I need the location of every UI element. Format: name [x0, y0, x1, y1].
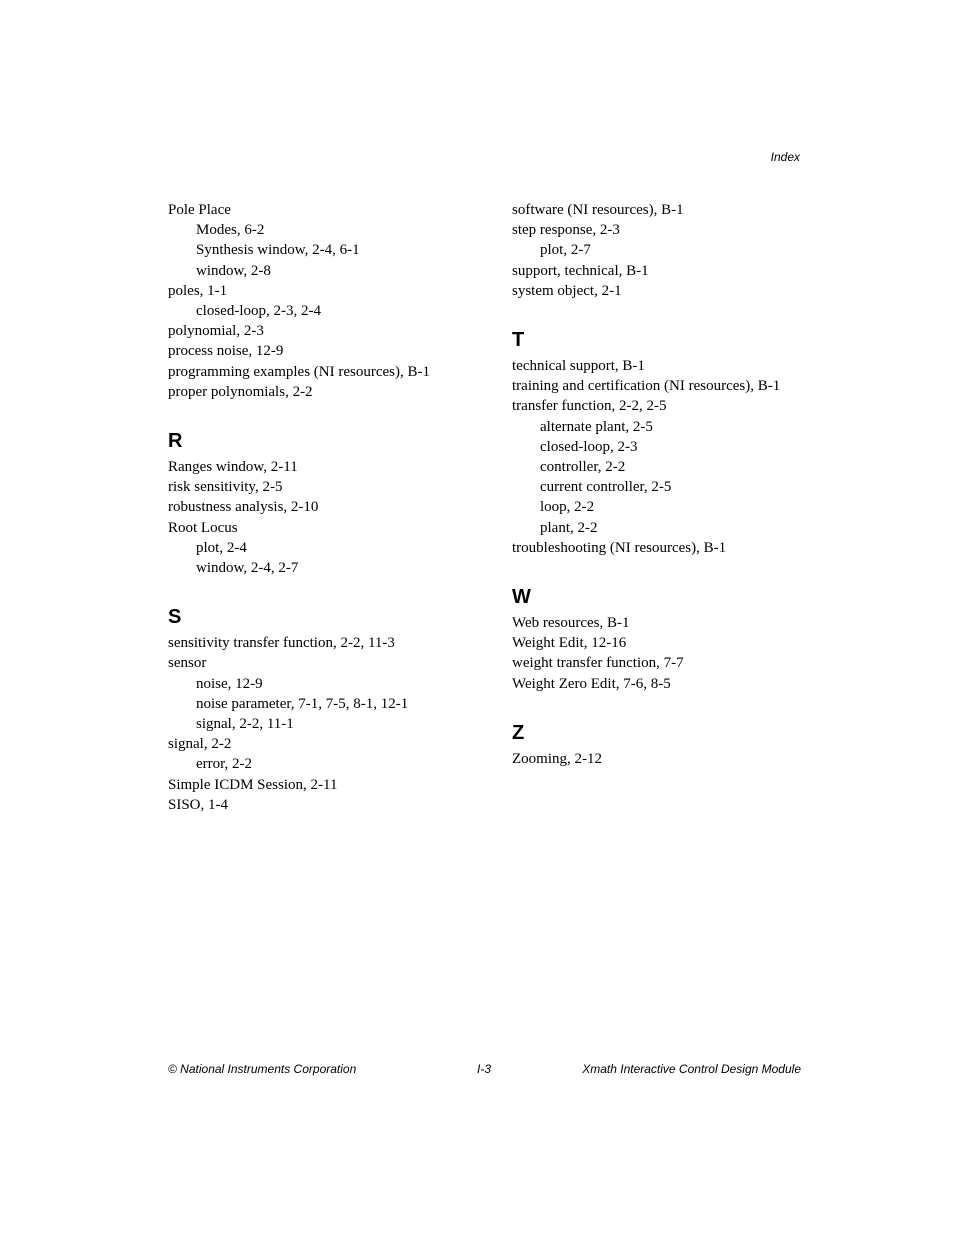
index-entry: training and certification (NI resources), B-1 [512, 378, 781, 395]
index-entry: Weight Zero Edit, 7-6, 8-5 [512, 675, 671, 692]
index-subentry: Synthesis window, 2-4, 6-1 [196, 242, 360, 259]
footer-page-number: I-3 [477, 1062, 492, 1076]
index-subentry: plot, 2-4 [196, 539, 247, 556]
section-letter-z: Z [512, 721, 525, 744]
footer-copyright: © National Instruments Corporation [168, 1062, 357, 1076]
index-column-left [168, 200, 488, 815]
index-entry: polynomial, 2-3 [168, 323, 264, 340]
section-letter-t: T [512, 329, 525, 352]
index-entry: Ranges window, 2-11 [168, 459, 298, 476]
index-entry: process noise, 12-9 [168, 343, 284, 360]
index-entry: programming examples (NI resources), B-1 [168, 363, 431, 380]
index-group-s-continued [512, 200, 812, 301]
index-subentry: signal, 2-2, 11-1 [196, 716, 294, 733]
footer-product-name: Xmath Interactive Control Design Module [582, 1062, 801, 1076]
index-subentry: closed-loop, 2-3, 2-4 [196, 303, 321, 320]
index-subentry: window, 2-8 [196, 262, 271, 279]
index-subentry: closed-loop, 2-3 [540, 438, 638, 455]
index-entry: Pole Place [168, 202, 231, 218]
index-subentry: plant, 2-2 [540, 519, 598, 536]
index-entry: SISO, 1-4 [168, 796, 229, 813]
section-letter-r: R [168, 430, 183, 453]
index-section-s [168, 633, 488, 815]
running-head: Index [770, 150, 800, 164]
index-section-z [512, 749, 812, 769]
index-subentry: noise, 12-9 [196, 675, 263, 692]
index-entry: support, technical, B-1 [512, 262, 649, 279]
index-entry: system object, 2-1 [512, 282, 622, 299]
index-section-r [168, 457, 488, 578]
index-entry: sensor [168, 655, 207, 672]
index-subentry: noise parameter, 7-1, 7-5, 8-1, 12-1 [196, 695, 409, 712]
index-subentry: plot, 2-7 [540, 242, 591, 259]
index-subentry: alternate plant, 2-5 [540, 418, 653, 435]
index-entry: software (NI resources), B-1 [512, 202, 684, 218]
index-subentry: current controller, 2-5 [540, 479, 672, 496]
index-entry: weight transfer function, 7-7 [512, 655, 684, 672]
section-letter-w: W [512, 586, 531, 609]
index-entry: poles, 1-1 [168, 282, 228, 299]
index-section-t [512, 356, 812, 558]
index-entry: signal, 2-2 [168, 736, 232, 753]
index-section-w [512, 613, 812, 694]
index-entry: Root Locus [168, 519, 238, 536]
index-entry: robustness analysis, 2-10 [168, 499, 319, 516]
index-entry: transfer function, 2-2, 2-5 [512, 398, 667, 415]
index-entry: Zooming, 2-12 [512, 750, 602, 767]
section-letter-s: S [168, 606, 182, 629]
index-entry: technical support, B-1 [512, 358, 645, 375]
index-entry: sensitivity transfer function, 2-2, 11-3 [168, 635, 395, 652]
index-entry: troubleshooting (NI resources), B-1 [512, 539, 727, 556]
index-subentry: controller, 2-2 [540, 459, 626, 476]
index-entry: Simple ICDM Session, 2-11 [168, 776, 338, 793]
index-entry: step response, 2-3 [512, 222, 620, 239]
index-group-p [168, 200, 488, 402]
index-entry: proper polynomials, 2-2 [168, 383, 313, 400]
index-entry: Weight Edit, 12-16 [512, 635, 627, 652]
index-entry: risk sensitivity, 2-5 [168, 479, 283, 496]
index-entry: Web resources, B-1 [512, 615, 630, 632]
index-subentry: Modes, 6-2 [196, 222, 265, 239]
index-subentry: window, 2-4, 2-7 [196, 560, 299, 577]
index-column-right [512, 200, 812, 769]
index-subentry: loop, 2-2 [540, 499, 595, 516]
index-subentry: error, 2-2 [196, 756, 253, 773]
